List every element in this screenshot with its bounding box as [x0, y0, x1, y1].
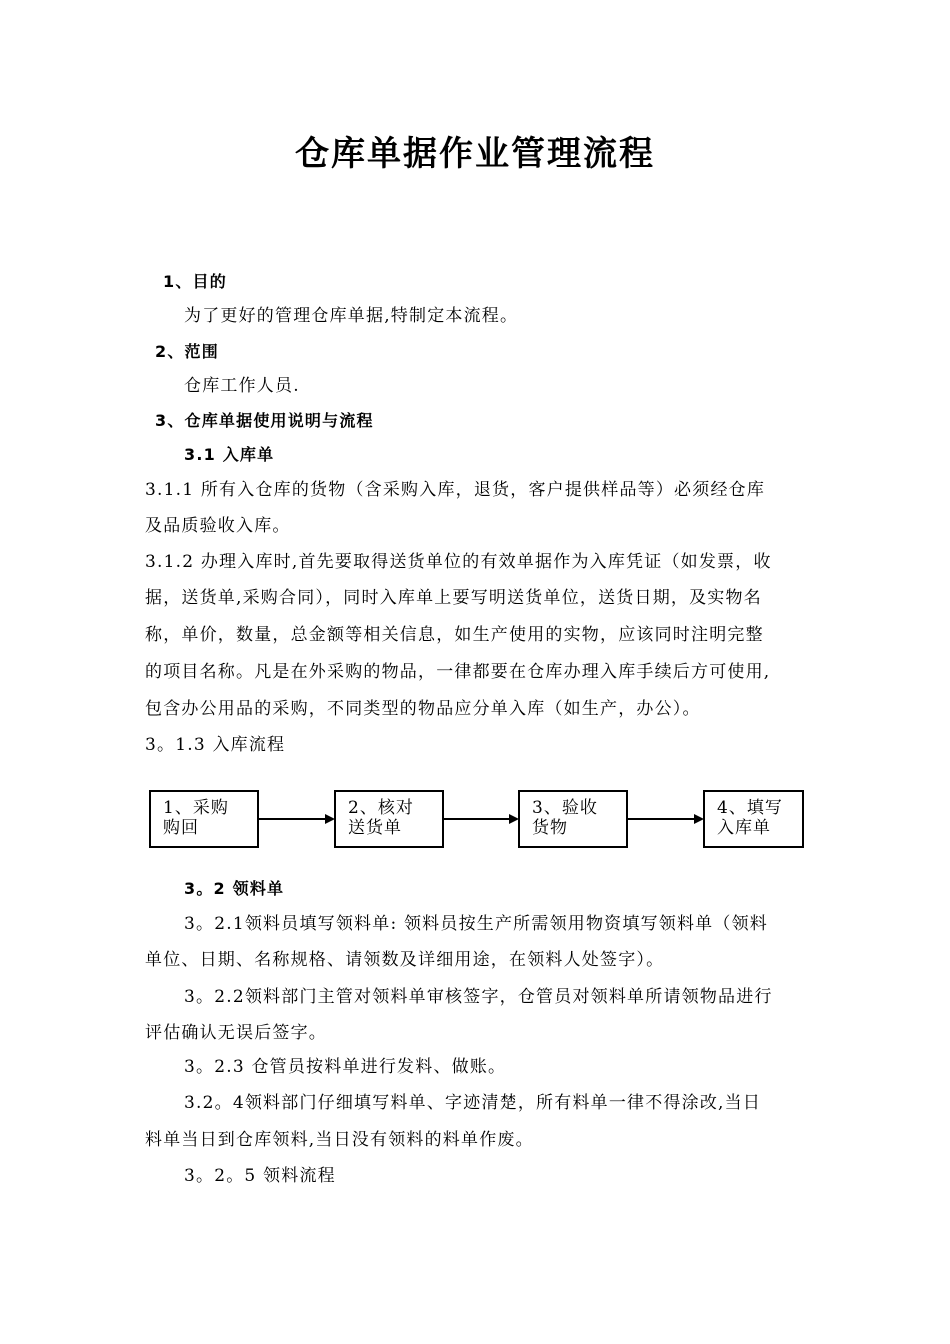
flow-arrow [444, 818, 509, 820]
paragraph-3-1-1-line: 3.1.1 所有入仓库的货物（含采购入库，退货，客户提供样品等）必须经仓库 [145, 480, 766, 500]
flow-step-fill-receipt [703, 790, 804, 848]
flow-step-purchase [149, 790, 259, 848]
section-1-heading: 1、目的 [163, 272, 227, 291]
flow-step-label: 1、采购 [163, 798, 229, 818]
paragraph-3-2-4-line: 3.2。4领料部门仔细填写料单、字迹清楚，所有料单一律不得涂改,当日 [184, 1093, 762, 1113]
section-3-heading: 3、仓库单据使用说明与流程 [155, 411, 374, 430]
flow-arrow [628, 818, 694, 820]
flow-step-label: 入库单 [717, 818, 771, 838]
paragraph-3-1-2-line: 称，单价，数量，总金额等相关信息，如生产使用的实物，应该同时注明完整 [145, 625, 764, 645]
flow-step-label: 购回 [163, 818, 199, 838]
paragraph-3-2-3: 3。2.3 仓管员按料单进行发料、做账。 [184, 1057, 507, 1077]
section-2-text: 仓库工作人员. [184, 376, 300, 396]
paragraph-3-1-1-line: 及品质验收入库。 [145, 516, 291, 536]
section-3-2-heading: 3。2 领料单 [184, 879, 285, 898]
flow-step-label: 3、验收 [532, 798, 598, 818]
paragraph-3-2-1-line: 3。2.1领料员填写领料单: 领料员按生产所需领用物资填写领料单（领料 [184, 914, 768, 934]
flow-step-label: 4、填写 [717, 798, 783, 818]
section-1-text: 为了更好的管理仓库单据,特制定本流程。 [184, 306, 519, 326]
paragraph-3-1-2-line: 包含办公用品的采购，不同类型的物品应分单入库（如生产，办公）。 [145, 699, 701, 719]
paragraph-3-2-1-line: 单位、日期、名称规格、请领数及详细用途，在领料人处签字）。 [145, 950, 665, 970]
paragraph-3-2-2-line: 3。2.2领料部门主管对领料单审核签字，仓管员对领料单所请领物品进行 [184, 987, 773, 1007]
paragraph-3-2-5: 3。2。5 领料流程 [184, 1166, 336, 1186]
paragraph-3-1-2-line: 3.1.2 办理入库时,首先要取得送货单位的有效单据作为入库凭证（如发票，收 [145, 552, 772, 572]
flow-arrow [259, 818, 325, 820]
paragraph-3-2-4-line: 料单当日到仓库领料,当日没有领料的料单作废。 [145, 1130, 534, 1150]
flow-step-inspect-goods [518, 790, 628, 848]
document-title: 仓库单据作业管理流程 [295, 134, 655, 174]
section-3-1-heading: 3.1 入库单 [184, 445, 275, 464]
flow-step-label: 送货单 [348, 818, 402, 838]
flow-step-label: 2、核对 [348, 798, 414, 818]
section-2-heading: 2、范围 [155, 342, 219, 361]
paragraph-3-1-2-line: 的项目名称。凡是在外采购的物品，一律都要在仓库办理入库手续后方可使用, [145, 662, 771, 682]
paragraph-3-2-2-line: 评估确认无误后签字。 [145, 1023, 327, 1043]
flow-step-label: 货物 [532, 818, 568, 838]
paragraph-3-1-2-line: 据，送货单,采购合同），同时入库单上要写明送货单位，送货日期，及实物名 [145, 588, 762, 608]
flow-step-check-delivery [334, 790, 444, 848]
paragraph-3-1-3: 3。1.3 入库流程 [145, 735, 286, 755]
